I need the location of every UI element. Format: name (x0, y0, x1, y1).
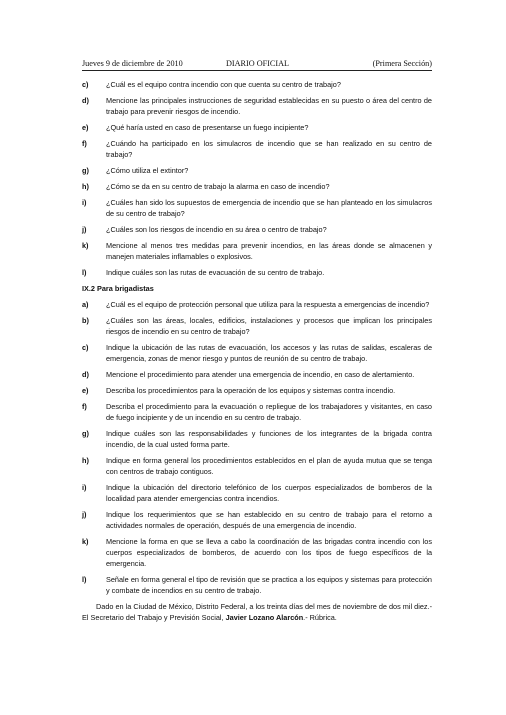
closing-suffix: .- Rúbrica. (303, 613, 337, 622)
item-text: Describa el procedimiento para la evacuación o repliegue de los trabajadores y visitantes, en caso de fuego incipiente y de un incendio en su centro de trabajo. (106, 402, 432, 422)
list-item (82, 482, 432, 504)
item-letter: c) (82, 343, 89, 352)
item-text: Indique la ubicación del directorio telefónico de los cuerpos especializados de bomberos de la localidad para atender emergencias contra incendios. (106, 483, 432, 503)
item-text: ¿Cómo se da en su centro de trabajo la alarma en caso de incendio? (106, 182, 330, 191)
header-publication: DIARIO OFICIAL (226, 59, 289, 68)
item-text: ¿Cuáles han sido los supuestos de emergencia de incendio que se han planteado en los simulacros de su centro de trabajo? (106, 198, 432, 218)
signatory-name: Javier Lozano Alarcón (225, 613, 304, 622)
list-item (82, 240, 432, 262)
list-item (82, 138, 432, 160)
item-letter: g) (82, 429, 89, 438)
item-text: Indique en forma general los procedimientos establecidos en el plan de ayuda mutua que se tenga con centros de trabajo contiguos. (106, 456, 432, 476)
item-text: ¿Cuáles son las áreas, locales, edificios, instalaciones y procesos que implican los principales riesgos de incendio en su centro de trabajo? (106, 316, 432, 336)
item-letter: g) (82, 166, 89, 175)
list-item (82, 267, 432, 278)
item-letter: c) (82, 80, 89, 89)
item-text: Indique la ubicación de las rutas de evacuación, los accesos y las rutas de salidas, escaleras de emergencia, zonas de menor riesgo y puntos de reunión de su centro de trabajo. (106, 343, 432, 363)
list-item (82, 385, 432, 396)
item-text: ¿Cómo utiliza el extintor? (106, 166, 189, 175)
item-text: Mencione la forma en que se lleva a cabo la coordinación de las brigadas contra incendio con los cuerpos especializados de bomberos, de acuerdo con los tipos de fuego específicos de la emergencia. (106, 537, 432, 568)
item-letter: i) (82, 483, 87, 492)
item-letter: j) (82, 510, 87, 519)
header-rule (82, 70, 432, 71)
item-text: Mencione al menos tres medidas para prevenir incendios, en las áreas donde se almacenen y manejen materiales inflamables o explosivos. (106, 241, 432, 261)
list-item (82, 401, 432, 423)
list-item (82, 574, 432, 596)
question-list-general (82, 79, 432, 278)
item-text: ¿Qué haría usted en caso de presentarse un fuego incipiente? (106, 123, 309, 132)
item-letter: j) (82, 225, 87, 234)
item-letter: b) (82, 316, 89, 325)
item-text: ¿Cuándo ha participado en los simulacros de incendio que se han realizado en su centro de trabajo? (106, 139, 432, 159)
item-letter: d) (82, 370, 89, 379)
item-letter: l) (82, 268, 87, 277)
list-item (82, 428, 432, 450)
list-item (82, 224, 432, 235)
list-item (82, 122, 432, 133)
item-text: Señale en forma general el tipo de revisión que se practica a los equipos y sistemas para protección y combate de incendios en su centro de trabajo. (106, 575, 432, 595)
list-item (82, 165, 432, 176)
item-letter: f) (82, 139, 87, 148)
item-text: Indique cuáles son las responsabilidades y funciones de los integrantes de la brigada contra incendio, de la cual usted forma parte. (106, 429, 432, 449)
item-letter: f) (82, 402, 87, 411)
item-text: Indique cuáles son las rutas de evacuación de su centro de trabajo. (106, 268, 325, 277)
section-heading: IX.2 Para brigadistas (82, 284, 154, 293)
item-letter: d) (82, 96, 89, 105)
list-item (82, 79, 432, 90)
item-letter: e) (82, 386, 89, 395)
item-text: Mencione el procedimiento para atender una emergencia de incendio, en caso de alertamiento. (106, 370, 415, 379)
header-section: (Primera Sección) (372, 59, 432, 68)
item-text: Describa los procedimientos para la operación de los equipos y sistemas contra incendio. (106, 386, 396, 395)
list-item (82, 342, 432, 364)
item-text: Mencione las principales instrucciones de seguridad establecidas en su puesto o área del centro de trabajo para prevenir riesgos de incendio. (106, 96, 432, 116)
list-item (82, 536, 432, 569)
item-text: ¿Cuál es el equipo contra incendio con que cuenta su centro de trabajo? (106, 80, 341, 89)
closing-paragraph (82, 601, 432, 623)
item-letter: i) (82, 198, 87, 207)
question-list-brigadistas (82, 299, 432, 596)
item-text: ¿Cuáles son los riesgos de incendio en su área o centro de trabajo? (106, 225, 327, 234)
item-letter: k) (82, 537, 89, 546)
list-item (82, 455, 432, 477)
page-header (82, 58, 432, 69)
list-item (82, 181, 432, 192)
list-item (82, 315, 432, 337)
list-item (82, 299, 432, 310)
document-body (82, 79, 432, 623)
list-item (82, 95, 432, 117)
item-text: Indique los requerimientos que se han establecido en su centro de trabajo para el retorno a actividades normales de operación, después de una emergencia de incendio. (106, 510, 432, 530)
item-letter: h) (82, 182, 89, 191)
item-letter: a) (82, 300, 89, 309)
list-item (82, 509, 432, 531)
list-item (82, 369, 432, 380)
item-letter: h) (82, 456, 89, 465)
item-letter: l) (82, 575, 87, 584)
item-letter: e) (82, 123, 89, 132)
item-text: ¿Cuál es el equipo de protección personal que utiliza para la respuesta a emergencias de incendio? (106, 300, 430, 309)
closing-text: Dado en la Ciudad de México, Distrito Federal, a los treinta días del mes de noviembre de dos mil diez.- El Secretario del Trabajo y Previsión Social, (82, 602, 432, 622)
item-letter: k) (82, 241, 89, 250)
header-date: Jueves 9 de diciembre de 2010 (82, 59, 183, 68)
list-item (82, 197, 432, 219)
